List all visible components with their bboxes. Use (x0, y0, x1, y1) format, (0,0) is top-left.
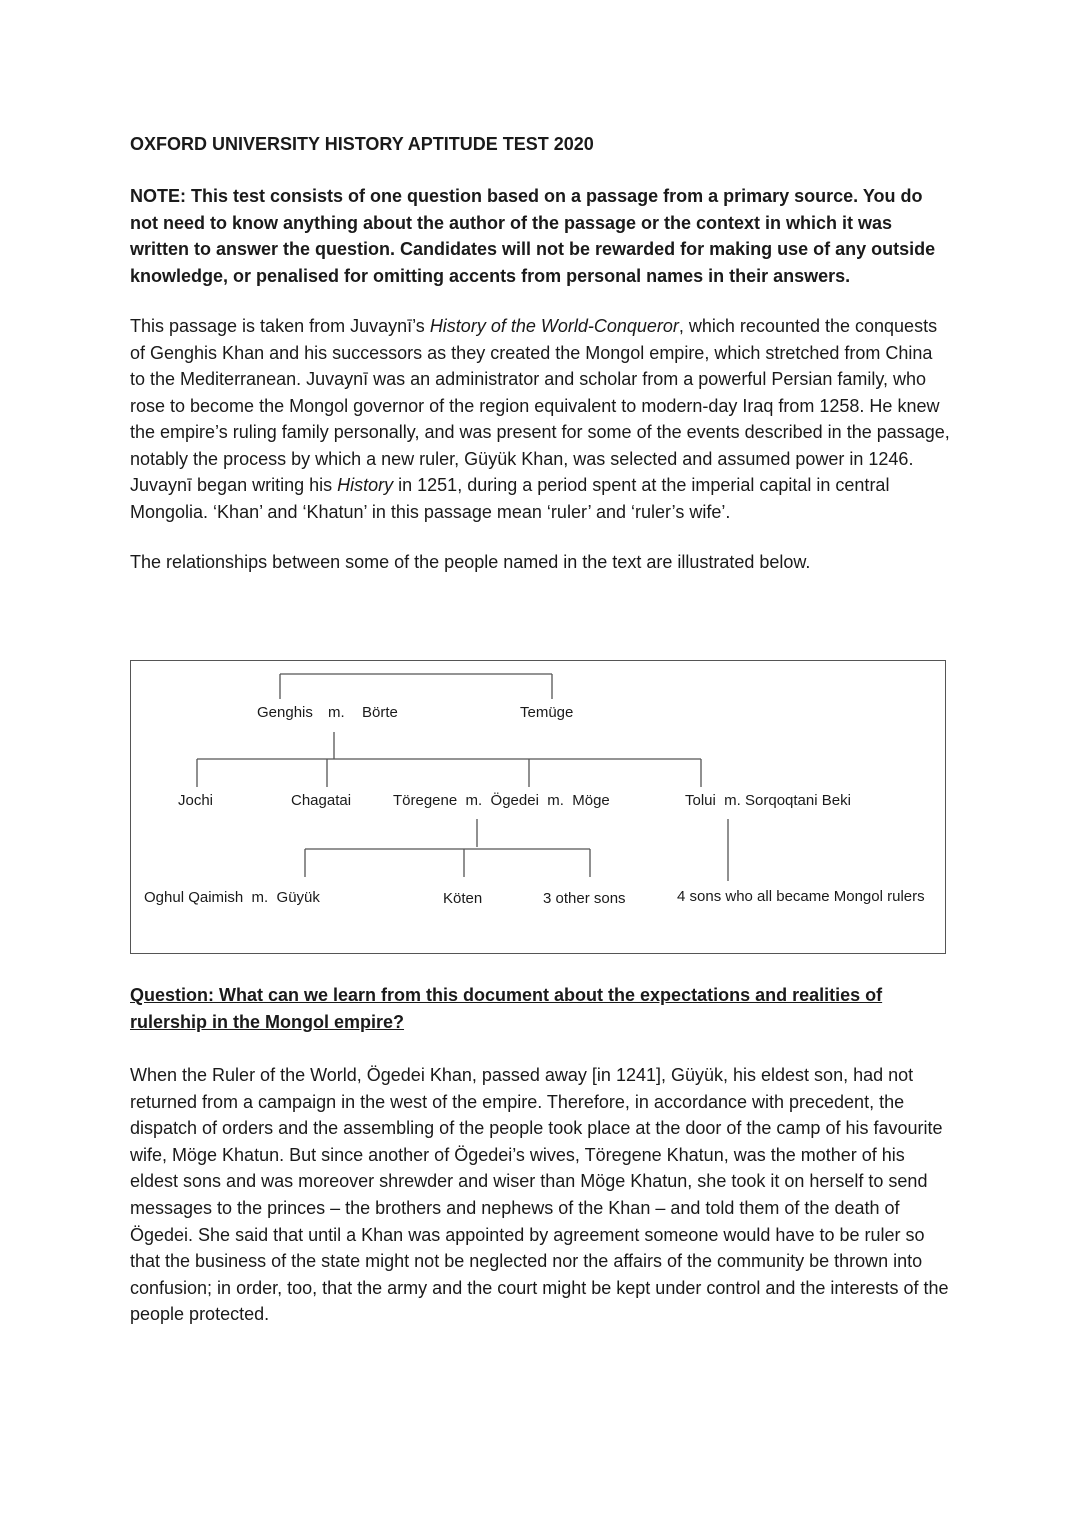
work-title: History of the World-Conqueror (429, 316, 679, 336)
tree-node-temuge: Temüge (520, 704, 574, 721)
document-body (130, 131, 950, 576)
tree-node-chagatai: Chagatai (291, 792, 352, 809)
question-heading: Question: What can we learn from this document about the expectations and realities of rulership in the Mongol empire? (130, 985, 883, 1032)
intro-text-1: This passage is taken from Juvaynī’s (130, 316, 430, 336)
note-paragraph: NOTE: This test consists of one question based on a passage from a primary source. You do not need to know anything about the author of the passage or the context in which it was written to answer the question. Candidates will not be rewarded for making use of any outside knowledge, or penalised for omitting accents from personal names in their answers. (130, 186, 936, 286)
question-block (130, 982, 950, 1035)
tree-node-four-sons: 4 sons who all became Mongol rulers (677, 888, 925, 905)
tree-node-tolui-sorqoqtani: Tolui m. Sorqoqtani Beki (685, 792, 851, 809)
family-tree (130, 660, 946, 954)
intro-paragraph (130, 313, 950, 525)
tree-node-genghis: Genghis (257, 704, 313, 721)
tree-node-toregene-ogedei-moge: Töregene m. Ögedei m. Möge (393, 792, 610, 809)
relationships-paragraph: The relationships between some of the people named in the text are illustrated below. (130, 552, 811, 572)
page-title: OXFORD UNIVERSITY HISTORY APTITUDE TEST 2020 (130, 134, 594, 154)
tree-node-jochi: Jochi (178, 792, 214, 809)
tree-node-other-sons: 3 other sons (543, 890, 626, 907)
history-word: History (337, 475, 394, 495)
tree-node-koten: Köten (443, 890, 483, 907)
intro-text-2: , which recounted the conquests of Genghis Khan and his successors as they created the Mongol empire, which stretched from China to the Mediterranean. Juvaynī was an administrator and scholar from a powerful Persian family, who rose to become the Mongol governor of the region equivalent to modern-day Iraq from 1258. He knew the empire’s ruling family personally, and was present for some of the events described in the passage, notably the process by which a new ruler, Güyük Khan, was selected and assumed power in 1246. Juvaynī began writing his (130, 316, 950, 495)
source-passage: When the Ruler of the World, Ögedei Khan, passed away [in 1241], Güyük, his eldest son, had not returned from a campaign in the west of the empire. Therefore, in accordance with precedent, the dispatch of orders and the assembling of the people took place at the door of the camp of his favourite wife, Möge Khatun. But since another of Ögedei’s wives, Töregene Khatun, was the mother of his eldest sons and was moreover shrewder and wiser than Möge Khatun, she took it on herself to send messages to the princes – the brothers and nephews of the Khan – and told them of the death of Ögedei. She said that until a Khan was appointed by agreement someone would have to be ruler so that the business of the state might not be neglected nor the affairs of the community be thrown into confusion; in order, too, that the army and the court might be kept under control and the interests of the people protected. (130, 1065, 949, 1325)
tree-node-oghul-guyuk: Oghul Qaimish m. Güyük (144, 889, 320, 906)
tree-node-borte: Börte (362, 704, 398, 721)
tree-marriage-genghis: m. (328, 704, 345, 721)
intro-text-3: in 1251, during a period spent at the imperial capital in central Mongolia. ‘Khan’ and ‘Khatun’ in this passage mean ‘ruler’ and ‘ruler’s wife’. (130, 475, 890, 522)
